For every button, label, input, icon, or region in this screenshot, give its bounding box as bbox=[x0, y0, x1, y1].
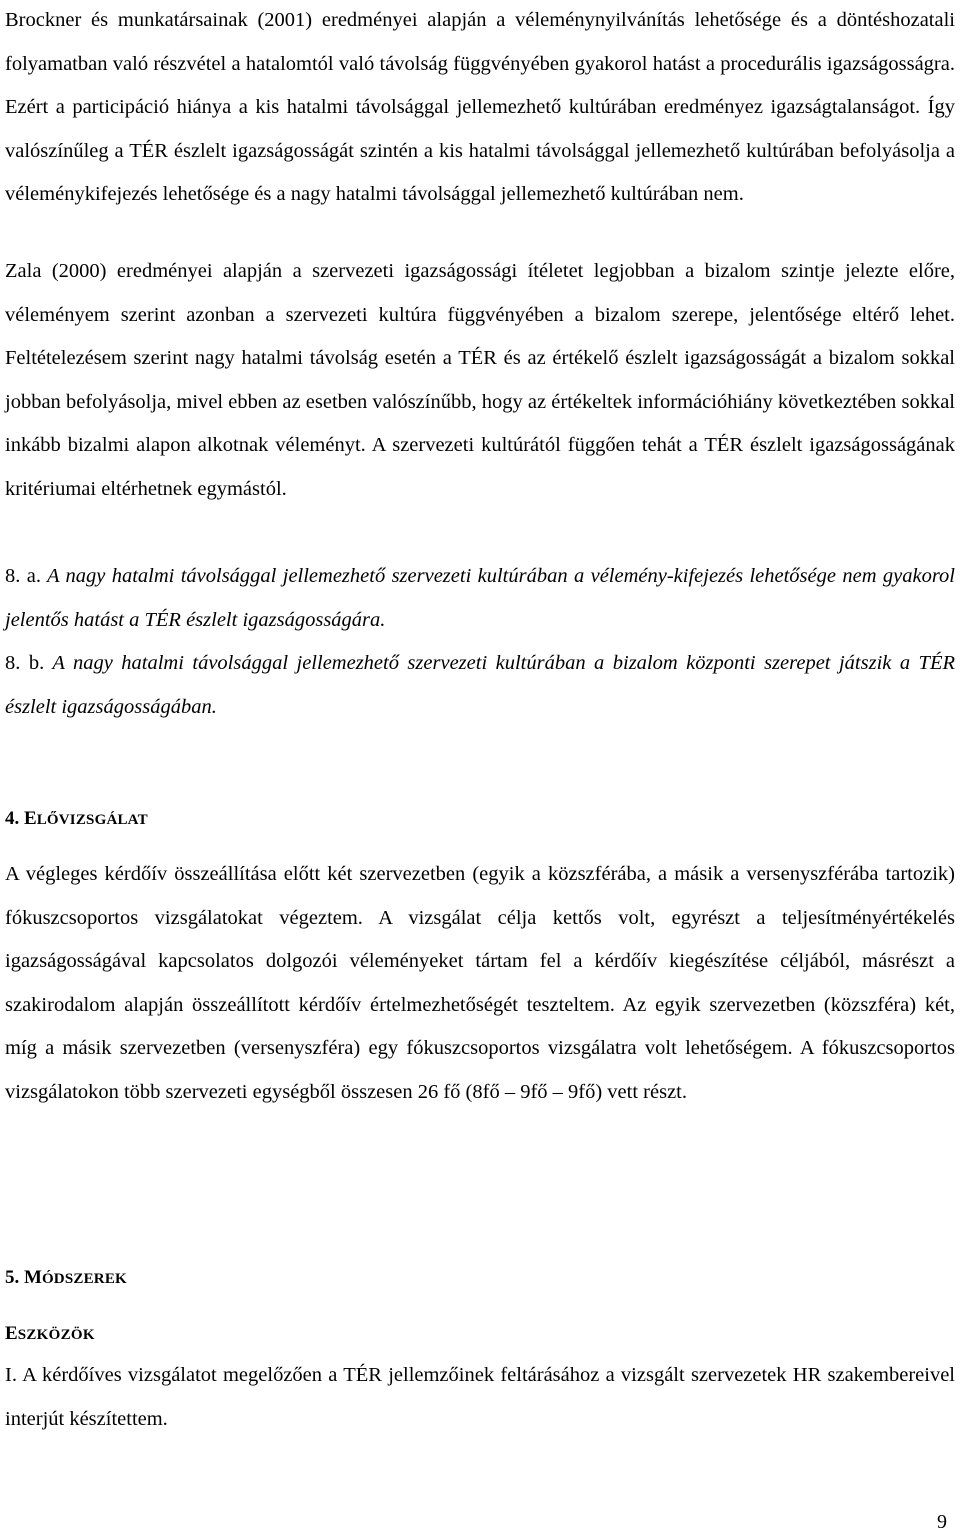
section-heading-elovizsgalat bbox=[5, 807, 148, 832]
hypothesis-8a-text: A nagy hatalmi távolsággal jellemezhető szervezeti kultúrában a vélemény-kifejezés lehetősége nem gyakorol jelentős hatást a TÉR észlelt igazságosságára. bbox=[5, 565, 955, 631]
section-heading-modszerek bbox=[5, 1266, 127, 1291]
subsection-title-rest: SZKÖZÖK bbox=[17, 1327, 95, 1343]
paragraph-brockner: Brockner és munkatársainak (2001) eredményei alapján a véleménynyilvánítás lehetősége és a döntéshozatali folyamatban való részvétel a hatalomtól való távolság függvényében gyakorol hatást a procedurális igazságosságra. Ezért a participáció hiánya a kis hatalmi távolsággal jellemezhető kultúrában eredményez igazságtalanságot. Így valószínűleg a TÉR észlelt igazságosságát szintén a kis hatalmi távolsággal jellemezhető kultúrában befolyásolja a véleménykifejezés lehetősége és a nagy hatalmi távolsággal jellemezhető kultúrában nem. bbox=[5, 9, 955, 206]
hypothesis-8a-number: 8. a. bbox=[5, 565, 41, 587]
paragraph-elovizsgalat: A végleges kérdőív összeállítása előtt két szervezetben (egyik a közszférába, a másik a versenyszférába tartozik) fókuszcsoportos vizsgálatokat végeztem. A vizsgálat célja kettős volt, egyrészt a teljesítményértékelés igazságosságával kapcsolatos dolgozói véleményeket tártam fel a kérdőív kiegészítése céljából, másrészt a szakirodalom alapján összeállított kérdőív értelmezhetőségét teszteltem. Az egyik szervezetben (közszféra) két, míg a másik szervezetben (versenyszféra) egy fókuszcsoportos vizsgálatra volt lehetőségem. A fókuszcsoportos vizsgálatokon több szervezeti egységből összesen 26 fő (8fő – 9fő – 9fő) vett részt. bbox=[5, 863, 955, 1103]
hypothesis-8b-number: 8. b. bbox=[5, 652, 45, 674]
subsection-title-initial: E bbox=[5, 1323, 18, 1344]
paragraph-kerdoives: I. A kérdőíves vizsgálatot megelőzően a TÉR jellemzőinek feltárásához a vizsgált szervezetek HR szakembereivel interjút készítettem. bbox=[5, 1364, 955, 1430]
hypothesis-8a bbox=[5, 555, 955, 642]
section-4-number: 4. bbox=[5, 808, 20, 829]
section-5-number: 5. bbox=[5, 1267, 20, 1288]
subsection-heading-eszkozok bbox=[5, 1322, 95, 1347]
document-page bbox=[5, 0, 955, 1537]
page-number: 9 bbox=[937, 1511, 947, 1533]
section-5-title-rest: ÓDSZEREK bbox=[41, 1271, 127, 1287]
section-4-title-initial: E bbox=[24, 808, 37, 829]
section-5-title-initial: M bbox=[24, 1267, 42, 1288]
section-4-title-rest: LŐVIZSGÁLAT bbox=[36, 812, 148, 828]
paragraph-zala: Zala (2000) eredményei alapján a szervezeti igazságossági ítéletet legjobban a bizalom szintje jelezte előre, véleményem szerint azonban a szervezeti kultúra függvényében a bizalom szerepe, jelentősége eltérő lehet. Feltételezésem szerint nagy hatalmi távolság esetén a TÉR és az értékelő észlelt igazságosságát a bizalom sokkal jobban befolyásolja, mivel ebben az esetben valószínűbb, hogy az értékeltek információhiány következtében sokkal inkább bizalmi alapon alkotnak véleményt. A szervezeti kultúrától függően tehát a TÉR észlelt igazságosságának kritériumai eltérhetnek egymástól. bbox=[5, 260, 955, 500]
hypothesis-8b-text: A nagy hatalmi távolsággal jellemezhető szervezeti kultúrában a bizalom központi szerepet játszik a TÉR észlelt igazságosságában. bbox=[5, 652, 955, 718]
hypothesis-8b bbox=[5, 642, 955, 729]
